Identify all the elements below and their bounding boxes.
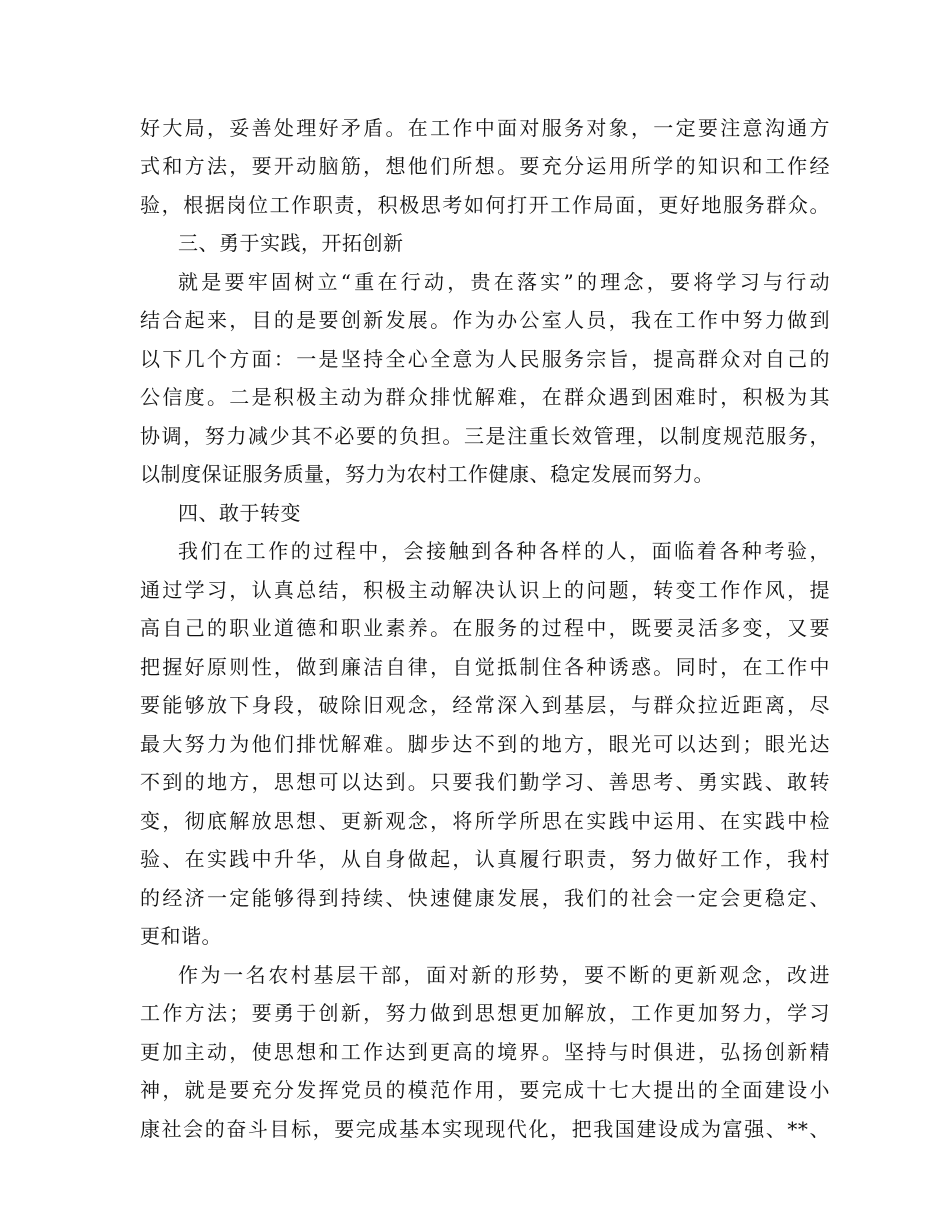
paragraph-line: 更和谐。 <box>140 924 222 948</box>
paragraph-line: 验，根据岗位工作职责，积极思考如何打开工作局面，更好地服务群众。 <box>140 193 830 217</box>
paragraph-line: 把握好原则性，做到廉洁自律，自觉抵制住各种诱惑。同时，在工作中 <box>140 655 830 679</box>
paragraph-line: 公信度。二是积极主动为群众排忧解难，在群众遇到困难时，积极为其 <box>140 385 830 409</box>
paragraph-line: 更加主动，使思想和工作达到更高的境界。坚持与时俱进，弘扬创新精 <box>140 1040 830 1064</box>
paragraph-line: 高自己的职业道德和职业素养。在服务的过程中，既要灵活多变，又要 <box>140 616 830 640</box>
paragraph-line: 作为一名农村基层干部，面对新的形势，要不断的更新观念，改进 <box>178 963 830 987</box>
section-heading: 四、敢于转变 <box>178 501 301 525</box>
paragraph-line: 协调，努力减少其不必要的负担。三是注重长效管理，以制度规范服务， <box>140 424 830 448</box>
paragraph-line: 变，彻底解放思想、更新观念，将所学所思在实践中运用、在实践中检 <box>140 809 830 833</box>
paragraph-line: 通过学习，认真总结，积极主动解决认识上的问题，转变工作作风，提 <box>140 578 830 602</box>
paragraph-line: 最大努力为他们排忧解难。脚步达不到的地方，眼光可以达到；眼光达 <box>140 732 830 756</box>
paragraph-line: 以下几个方面：一是坚持全心全意为人民服务宗旨，提高群众对自己的 <box>140 347 830 371</box>
paragraph-line: 要能够放下身段，破除旧观念，经常深入到基层，与群众拉近距离，尽 <box>140 693 830 717</box>
paragraph-line: 式和方法，要开动脑筋，想他们所想。要充分运用所学的知识和工作经 <box>140 154 830 178</box>
section-heading: 三、勇于实践，开拓创新 <box>178 231 404 255</box>
paragraph-line: 我们在工作的过程中，会接触到各种各样的人，面临着各种考验， <box>178 539 830 563</box>
paragraph-line: 的经济一定能够得到持续、快速健康发展，我们的社会一定会更稳定、 <box>140 886 830 910</box>
paragraph-line: 结合起来，目的是要创新发展。作为办公室人员，我在工作中努力做到 <box>140 308 830 332</box>
paragraph-line: 不到的地方，思想可以达到。只要我们勤学习、善思考、勇实践、敢转 <box>140 770 830 794</box>
paragraph-line: 康社会的奋斗目标，要完成基本实现现代化，把我国建设成为富强、**、 <box>140 1117 830 1141</box>
paragraph-line: 以制度保证服务质量，努力为农村工作健康、稳定发展而努力。 <box>140 462 714 486</box>
paragraph-line: 工作方法；要勇于创新，努力做到思想更加解放，工作更加努力，学习 <box>140 1001 830 1025</box>
paragraph-line: 好大局，妥善处理好矛盾。在工作中面对服务对象，一定要注意沟通方 <box>140 116 830 140</box>
paragraph-line: 神，就是要充分发挥党员的模范作用，要完成十七大提出的全面建设小 <box>140 1078 830 1102</box>
paragraph-line: 验、在实践中升华，从自身做起，认真履行职责，努力做好工作，我村 <box>140 847 830 871</box>
paragraph-line: 就是要牢固树立“重在行动，贵在落实”的理念，要将学习与行动 <box>178 270 830 294</box>
